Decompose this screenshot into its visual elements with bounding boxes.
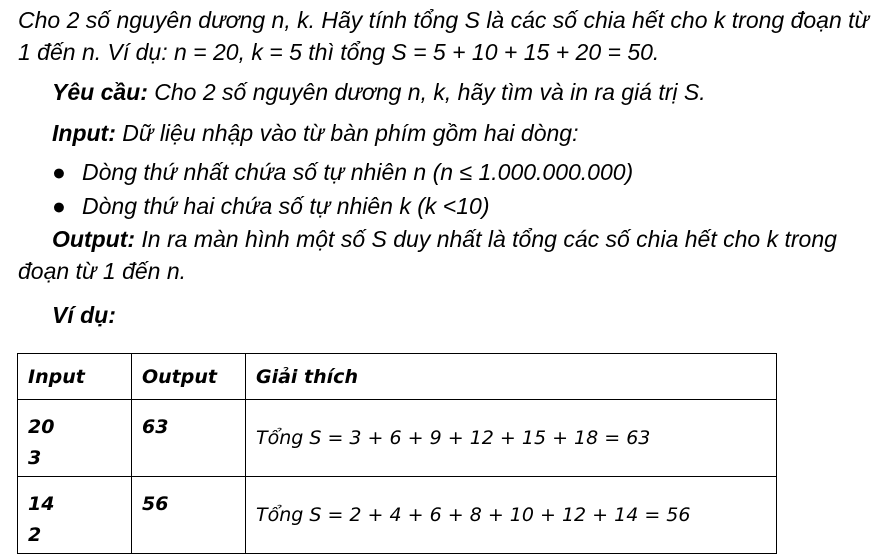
table-header-row	[18, 354, 777, 400]
cell-input	[18, 400, 132, 477]
example-label: Ví dụ:	[52, 302, 116, 328]
example-table	[17, 353, 777, 554]
input-label: Input:	[52, 120, 116, 146]
output-label: Output:	[52, 226, 136, 252]
input-bullet-list	[18, 155, 886, 223]
header-explanation: Giải thích	[246, 354, 777, 400]
input-n: 20	[28, 416, 55, 438]
cell-explanation: Tổng S = 2 + 4 + 6 + 8 + 10 + 12 + 14 = 56	[246, 477, 777, 554]
cell-explanation: Tổng S = 3 + 6 + 9 + 12 + 15 + 18 = 63	[246, 400, 777, 477]
list-item	[18, 189, 886, 223]
bullet-icon: ●	[52, 193, 66, 219]
input-k: 3	[28, 447, 42, 469]
header-input: Input	[18, 354, 132, 400]
table-row	[18, 400, 777, 477]
problem-statement	[18, 4, 886, 331]
requirement-text: Cho 2 số nguyên dương n, k, hãy tìm và in ra giá trị S.	[147, 79, 706, 105]
header-output: Output	[132, 354, 246, 400]
requirement-paragraph	[18, 76, 886, 108]
input-k: 2	[28, 524, 42, 546]
cell-output: 56	[132, 477, 246, 554]
list-item	[18, 155, 886, 189]
output-paragraph	[18, 223, 886, 287]
bullet-text: Dòng thứ nhất chứa số tự nhiên n (n ≤ 1.000.000.000)	[82, 159, 634, 185]
input-paragraph	[18, 117, 886, 149]
input-text: Dữ liệu nhập vào từ bàn phím gồm hai dòng:	[115, 120, 579, 146]
cell-input	[18, 477, 132, 554]
requirement-label: Yêu cầu:	[52, 79, 148, 105]
intro-paragraph: Cho 2 số nguyên dương n, k. Hãy tính tổng S là các số chia hết cho k trong đoạn từ 1 đến n. Ví dụ: n = 20, k = 5 thì tổng S = 5 + 10 + 15 + 20 = 50.	[18, 7, 870, 65]
input-n: 14	[28, 493, 55, 515]
cell-output: 63	[132, 400, 246, 477]
table-row	[18, 477, 777, 554]
bullet-text: Dòng thứ hai chứa số tự nhiên k (k <10)	[82, 193, 490, 219]
output-text: In ra màn hình một số S duy nhất là tổng các số chia hết cho k trong đoạn từ 1 đến n.	[18, 226, 837, 284]
bullet-icon: ●	[52, 159, 66, 185]
